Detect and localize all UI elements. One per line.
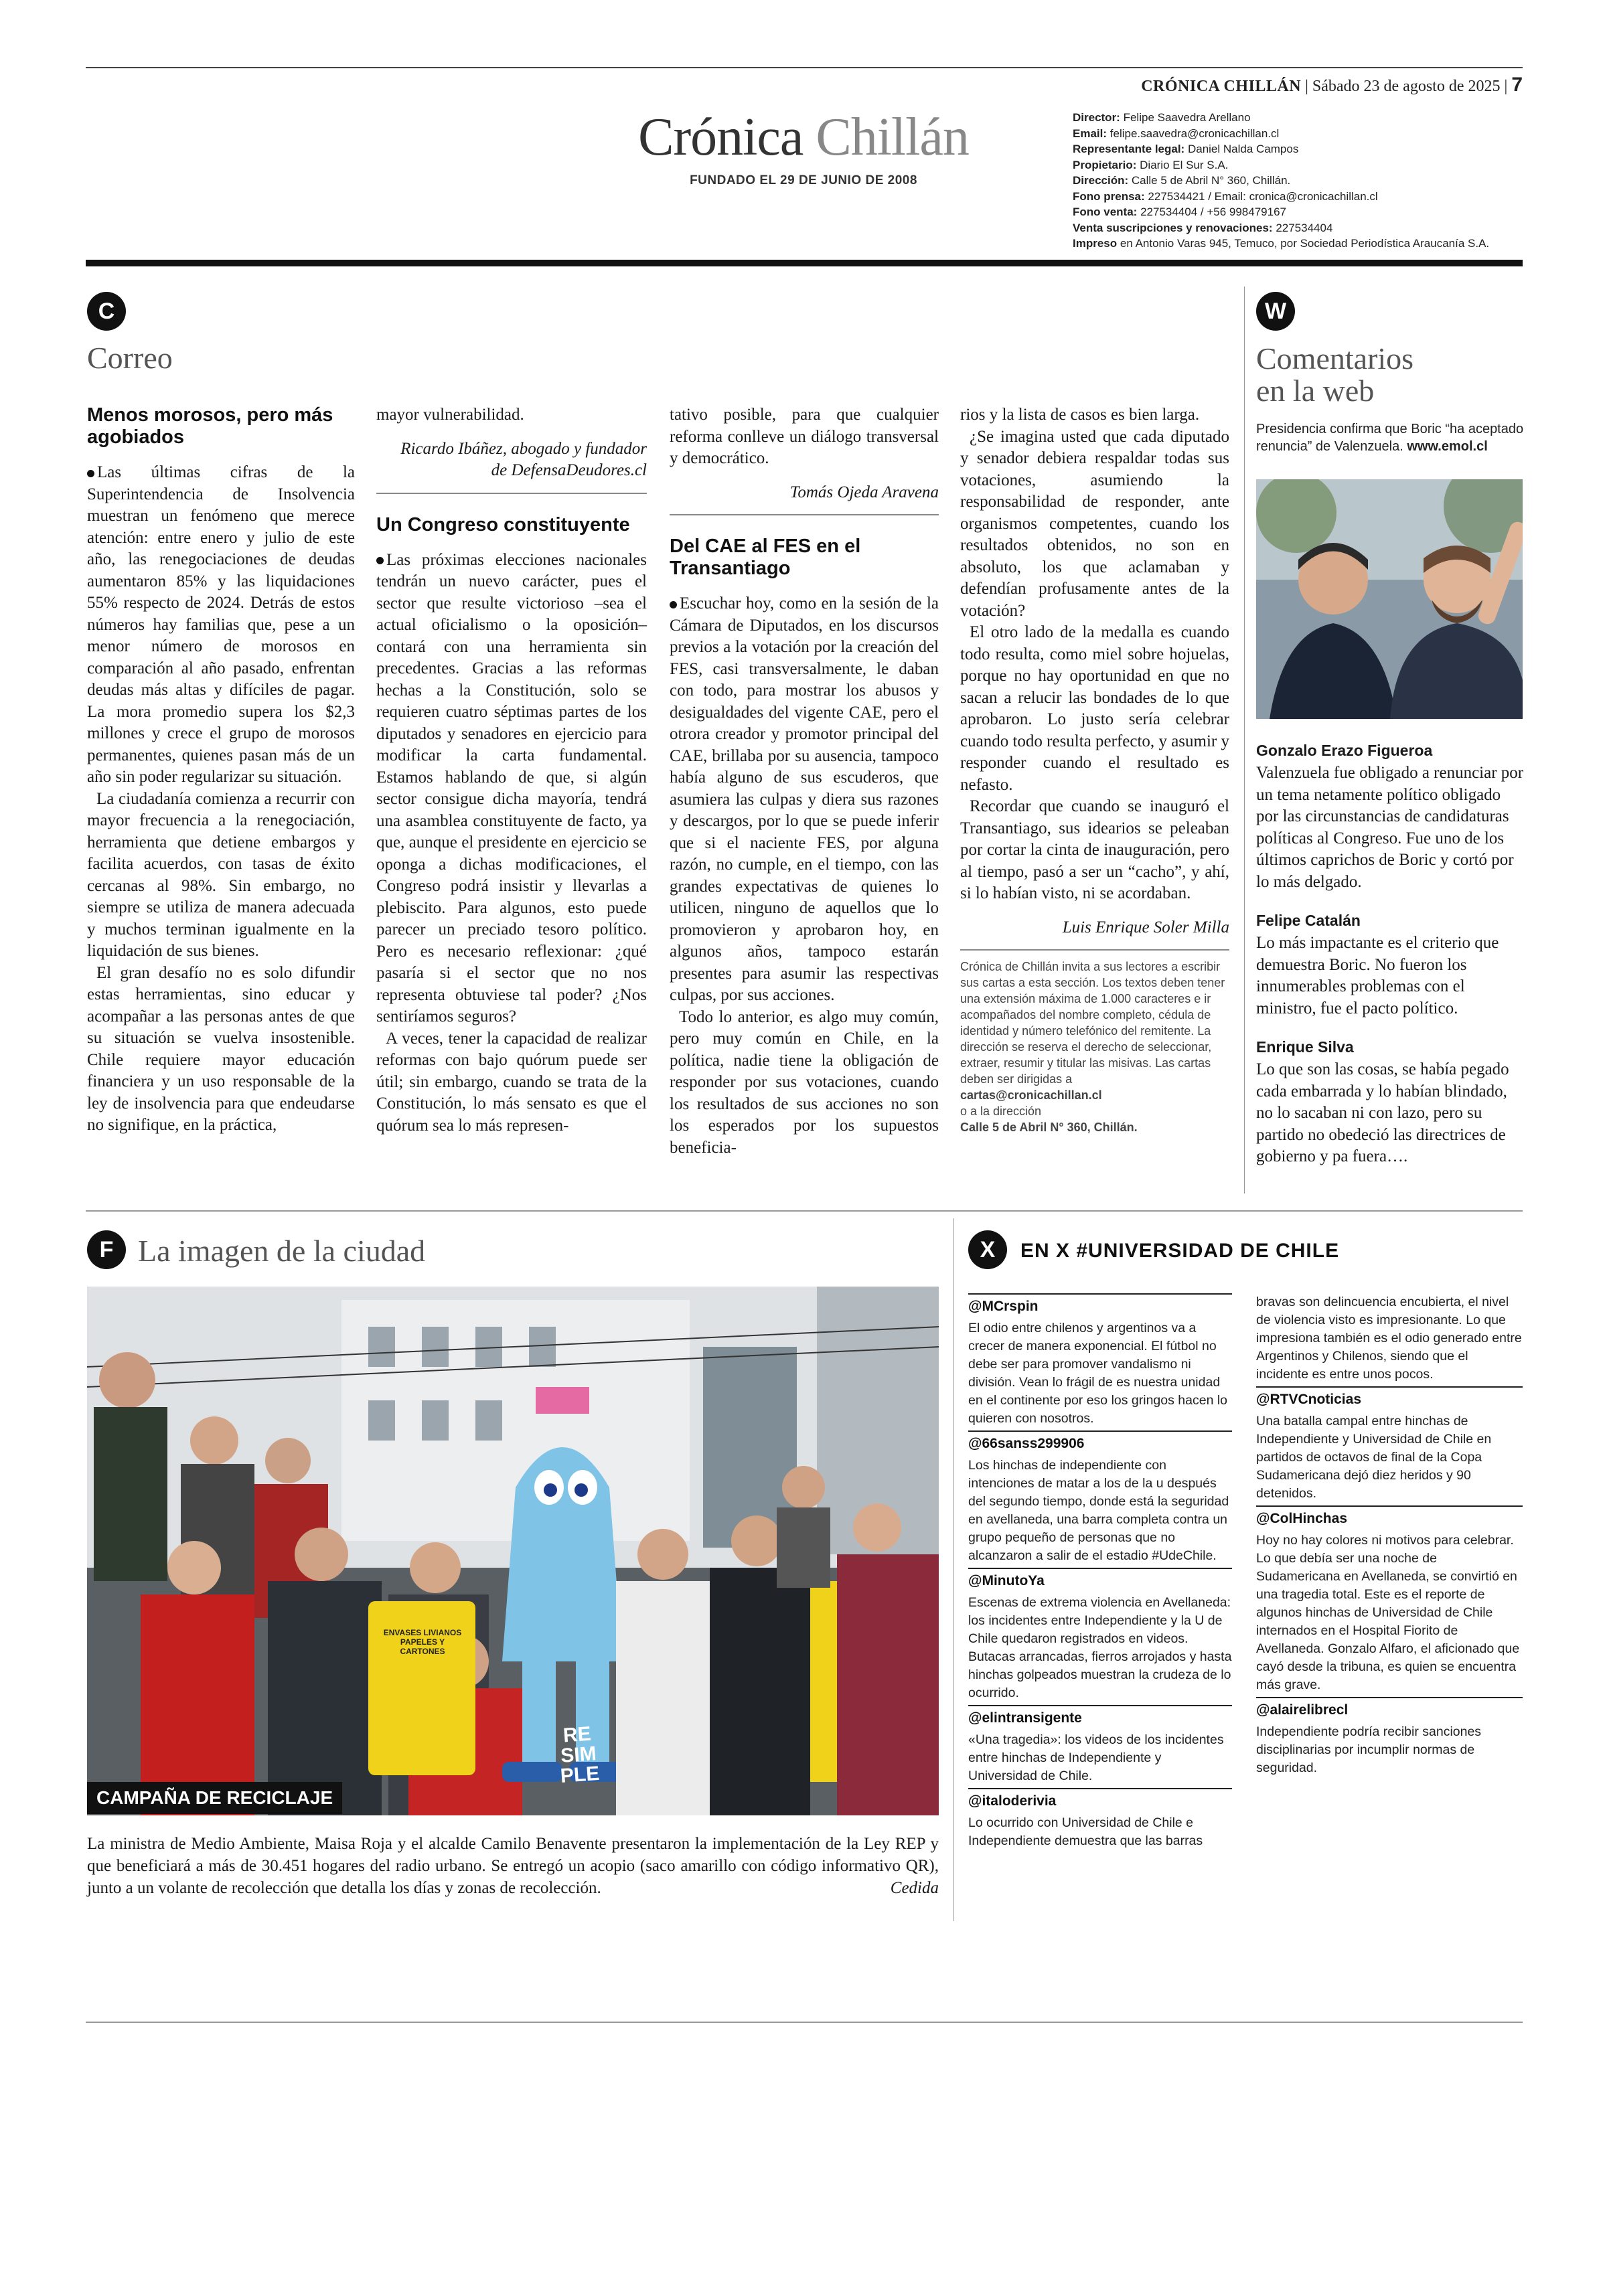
letter-column-4 <box>960 404 1229 1135</box>
letter-column-1 <box>87 404 355 1137</box>
x-handle[interactable]: @MCrspin <box>968 1293 1232 1315</box>
x-post-text: Escenas de extrema violencia en Avellaneda: los incidentes entre Independiente y la U de Chile quedaron registrados en videos. Butacas arrancadas, fierros arrojados y hasta hinchas golpeados muestran la crudeza de lo ocurrido. <box>968 1595 1232 1700</box>
letter-signature: Ricardo Ibáñez, abogado y fundador de DefensaDeudores.cl <box>400 439 647 479</box>
web-comments <box>1256 742 1524 1187</box>
x-post-text: Lo ocurrido con Universidad de Chile e Independiente demuestra que las barras <box>968 1815 1203 1848</box>
letter-paragraph: mayor vulnerabilidad. <box>376 406 524 424</box>
web-comment <box>1256 912 1524 1019</box>
bullet-icon <box>670 601 677 608</box>
web-lead: Presidencia confirma que Boric “ha aceptado renuncia” de Valenzuela. www.emol.cl <box>1256 422 1524 454</box>
letter-paragraph: Escuchar hoy, como en la sesión de la Cámara de Diputados, en los discursos previos a la votación por la creación del FES, casi transversalmente, le daban con todo, para mostrar los abusos y desigualdades del vigente CAE, pero el otrora creador y promotor principal del CAE, brillaba por su ausencia, tampoco había alguno de sus escuderos, que asumiera las culpas y diera sus razones y descargos, por lo que se puede inferir que si el naciente FES, por alguna razón, no cumple, en el tiempo, con las grandes expectativas de quienes lo utilicen, ninguno de aquellos que lo promovieron y aprobaron hoy, en algunos años, tampoco estarán presentes para asumir las respectivas culpas, por sus acciones. <box>670 594 939 1004</box>
staff-line: Representante legal: Daniel Nalda Campos <box>1073 143 1299 155</box>
x-column-2 <box>1256 1293 1523 1780</box>
staff-line: Director: Felipe Saavedra Arellano <box>1073 111 1251 124</box>
letter-headline: Menos morosos, pero más agobiados <box>87 404 333 448</box>
x-handle[interactable]: @italoderivia <box>968 1788 1232 1810</box>
letter-paragraph: La ciudadanía comienza a recurrir con mayor frecuencia a la renegociación, herramienta que detiene embargos y facilita acuerdos, con tasas de éxito cercanas al 98%. Sin embargo, no siempre se utiliza de manera adecuada y muchos terminan igualmente en la liquidación de sus bienes. <box>87 789 355 960</box>
x-handle[interactable]: @ColHinchas <box>1256 1505 1523 1528</box>
letter-signature: Luis Enrique Soler Milla <box>1062 918 1229 936</box>
bottom-rule <box>86 2022 1523 2023</box>
masthead-founded: FUNDADO EL 29 DE JUNIO DE 2008 <box>690 173 917 187</box>
staff-line: Propietario: Diario El Sur S.A. <box>1073 158 1229 171</box>
letter-column-3 <box>670 404 939 1159</box>
x-post-text: Los hinchas de independiente con intenciones de matar a los de la u después del segundo tiempo, donde está la seguridad en avellaneda, una barra completa contra un grupo pequeño de personas que no alcanzaron a salir de el estadio #UdeChile. <box>968 1458 1229 1563</box>
letters-address: Calle 5 de Abril N° 360, Chillán. <box>960 1121 1138 1134</box>
correo-title: Correo <box>87 341 173 375</box>
letters-email[interactable]: cartas@cronicachillan.cl <box>960 1088 1102 1102</box>
x-badge-icon: X <box>968 1230 1007 1269</box>
letter-paragraph: El otro lado de la medalla es cuando todo resulta, como miel sobre hojuelas, porque no hay oportunidad en que no sacan a relucir las bondades de lo que aprobaron. Lo justo sería celebrar cuando todo resulta perfecto, y asumir y responder cuando el resultado es nefasto. <box>960 623 1229 794</box>
letter-paragraph: El gran desafío no es solo difundir estas herramientas, sino educar y acompañar a las personas antes de que su situación se vuelva insostenible. Chile requiere mayor educación financiera y un uso responsable de la ley de insolvencia para que endeudarse no signifique, en la práctica, <box>87 963 355 1134</box>
comment-text: Lo que son las cosas, se había pegado cada embarrada y lo habían blindado, no lo sacaban ni con lazo, pero su partido no obedeció las directrices de gobierno y pa fuera…. <box>1256 1060 1509 1165</box>
x-post-text: Una batalla campal entre hinchas de Independiente y Universidad de Chile en partidos de octavos de final de la Copa Sudamericana dejó diez heridos y 90 detenidos. <box>1256 1414 1492 1501</box>
letter-paragraph: A veces, tener la capacidad de realizar reformas con bajo quórum puede ser útil; sin embargo, cuando se trata de la Constitución, lo más sensato es que el quórum sea lo más represen- <box>376 1029 647 1135</box>
comment-author: Felipe Catalán <box>1256 912 1361 929</box>
letter-paragraph: Las últimas cifras de la Superintendencia de Insolvencia muestran un fenómeno que merece atención: entre enero y julio de este año, las renegociaciones de deudas aumentaron 85% y las liquidaciones 55% respecto de 2024. Detrás de estos números hay familias que, pese a un menor número de morosos en comparación al año pasado, enfrentan deudas más altas y difíciles de pagar. La mora promedio supera los $2,3 millones y crece el grupo de morosos permanentes, quienes pasan más de un año sin poder regularizar su situación. <box>87 463 355 786</box>
imagen-title: La imagen de la ciudad <box>138 1234 426 1268</box>
letter-divider <box>376 493 647 494</box>
staff-line: Fono venta: 227534404 / +56 998479167 <box>1073 206 1286 218</box>
staff-line: Impreso en Antonio Varas 945, Temuco, por Sociedad Periodística Araucanía S.A. <box>1073 237 1490 250</box>
letter-headline: Del CAE al FES en el Transantiago <box>670 536 861 579</box>
staff-line: Dirección: Calle 5 de Abril N° 360, Chillán. <box>1073 174 1291 187</box>
bullet-icon <box>87 470 94 477</box>
letter-paragraph: ¿Se imagina usted que cada diputado y senador debiera respaldar todas sus votaciones, asumiendo la responsabilidad de responder, ante organismos competentes, cuando los resultados obtenidos, no son en absoluto, los que aclamaban y defendían profusamente antes de la votación? <box>960 427 1229 620</box>
web-badge-icon: W <box>1256 292 1295 331</box>
letter-signature: Tomás Ojeda Aravena <box>789 483 939 501</box>
letter-headline: Un Congreso constituyente <box>376 513 630 536</box>
photo-credit: Cedida <box>890 1879 939 1897</box>
letter-paragraph: rios y la lista de casos es bien larga. <box>960 406 1200 424</box>
web-photo <box>1256 479 1523 719</box>
comment-text: Valenzuela fue obligado a renunciar por un tema netamente político obligado por las circunstancias de candidaturas políticas al Congreso. Fue uno de los últimos caprichos de Boric y cortó por lo más delgado. <box>1256 764 1524 891</box>
staff-line: Email: felipe.saavedra@cronicachillan.cl <box>1073 127 1280 140</box>
masthead-logo: Crónica Chillán <box>638 108 969 167</box>
page-folio: CRÓNICA CHILLÁN | Sábado 23 de agosto de 2025 | 7 <box>1141 74 1523 96</box>
x-handle[interactable]: @elintransigente <box>968 1705 1232 1727</box>
staff-line: Venta suscripciones y renovaciones: 227534404 <box>1073 221 1333 234</box>
staff-box <box>1073 110 1528 252</box>
x-handle[interactable]: @66sanss299906 <box>968 1430 1232 1453</box>
staff-line: Fono prensa: 227534421 / Email: cronica@cronicachillan.cl <box>1073 189 1378 203</box>
top-rule <box>86 67 1523 68</box>
web-comment <box>1256 742 1524 893</box>
imagen-badge-icon: F <box>87 1230 126 1269</box>
letter-divider <box>960 949 1229 951</box>
x-handle[interactable]: @RTVCnoticias <box>1256 1386 1523 1408</box>
mascot-label: RE SIM PLE <box>559 1722 601 1787</box>
web-title: Comentarios en la web <box>1256 341 1414 408</box>
letter-paragraph: Todo lo anterior, es algo muy común, pero muy común en Chile, en la política, nadie tiene la obligación de responder por sus votaciones, cuando los resultados de sus acciones no son los esperados por los supuestos beneficia- <box>670 1007 939 1157</box>
x-column-1 <box>968 1293 1232 1853</box>
web-comment <box>1256 1038 1524 1168</box>
masthead <box>623 110 984 188</box>
x-post-text: Hoy no hay colores ni motivos para celebrar. Lo que debía ser una noche de Sudamericana en Avellaneda, se convirtió en una tragedia total. Este es el reporte de algunos hinchas de Universidad de Chile internados en el Hospital Fiorito de Avellaneda. Gonzalo Alfaro, el aficionado que cayó desde la tribuna, es quien se encuentra más grave. <box>1256 1533 1520 1692</box>
letter-paragraph: tativo posible, para que cualquier reforma conlleve un diálogo transversal y democrático. <box>670 406 939 467</box>
letter-paragraph: Las próximas elecciones nacionales tendrán un nuevo carácter, pues el sector que resulte victorioso –sea el actual oficialismo o la oposición– contará con una herramienta sin precedentes. Gracias a las reformas hechas a la Constitución, solo se requieren cuatro séptimas partes de los diputados y senadores en ejercicio para modificar la carta fundamental. Estamos hablando de que, si algún sector consigue dicha mayoría, tendrá una asamblea constituyente de facto, ya que, aunque el presidente en ejercicio se oponga a dichas modificaciones, el Congreso podrá insistir y llevarlas a plebiscito. Para algunos, esto puede parecer un preciado tesoro político. Pero es necesario reflexionar: ¿qué pasaría si el sector que no nos representa obtuviese tal poder? ¿Nos sentiríamos seguros? <box>376 550 647 1026</box>
bag-label: ENVASES LIVIANOS PAPELES Y CARTONES <box>383 1628 462 1656</box>
x-post-text: bravas son delincuencia encubierta, el nivel de violencia visto es impresionante. Lo que impresiona también es el odio generado entre Argentinos y Chilenos, siendo que el incidente es entre unos pocos. <box>1256 1295 1522 1382</box>
bullet-icon <box>376 557 384 564</box>
x-post-text: Independiente podría recibir sanciones disciplinarias por incumplir normas de seguridad. <box>1256 1724 1482 1775</box>
web-lead-source[interactable]: www.emol.cl <box>1407 439 1488 454</box>
header-band <box>86 260 1523 266</box>
x-handle[interactable]: @alairelibrecl <box>1256 1697 1523 1719</box>
x-post-text: «Una tragedia»: los videos de los incidentes entre hinchas de Independiente y Universidad de Chile. <box>968 1732 1224 1783</box>
city-photo <box>87 1287 939 1815</box>
photo-caption: La ministra de Medio Ambiente, Maisa Roja y el alcalde Camilo Benavente presentaron la implementación de la Ley REP y que beneficiará a más de 30.451 hogares del radio urbano. Se entregó un acopio (saco amarillo con código informativo QR), junto a un volante de recolección que detalla los días y zonas de recolección. Cedida <box>87 1833 939 1899</box>
column-divider <box>1244 286 1245 1194</box>
comment-author: Gonzalo Erazo Figueroa <box>1256 742 1433 759</box>
section-divider <box>86 1210 1523 1212</box>
x-title: EN X #UNIVERSIDAD DE CHILE <box>1020 1240 1340 1262</box>
column-divider <box>953 1218 954 1921</box>
letter-divider <box>670 514 939 515</box>
comment-author: Enrique Silva <box>1256 1038 1354 1056</box>
letter-column-2 <box>376 404 647 1137</box>
letters-policy-note: Crónica de Chillán invita a sus lectores a escribir sus cartas a esta sección. Los textos deben tener una extensión máxima de 1.000 caracteres e ir acompañados del nombre completo, cédula de identidad y número telefónico del remitente. La dirección se reserva el derecho de seleccionar, extraer, resumir y titular las misivas. Las cartas deben ser dirigidas a cartas@cronicachillan.cl o a la dirección Calle 5 de Abril N° 360, Chillán. <box>960 960 1225 1134</box>
x-handle[interactable]: @MinutoYa <box>968 1568 1232 1590</box>
x-post-text: El odio entre chilenos y argentinos va a crecer de manera exponencial. El fútbol no debe ser para promover vandalismo ni división. Vean lo frágil de es nuestra unidad en el continente por eso los gringos hacen lo quieren con nosotros. <box>968 1321 1228 1426</box>
comment-text: Lo más impactante es el criterio que demuestra Boric. No fueron los innumerables problemas con el ministro, fue el pacto político. <box>1256 934 1499 1017</box>
letter-paragraph: Recordar que cuando se inauguró el Transantiago, sus idearios se peleaban por cortar la cinta de inauguración, pero al tiempo, pasó a ser un “cacho”, y ahí, si lo habían visto, ni se acordaban. <box>960 797 1229 902</box>
correo-badge-icon: C <box>87 292 126 331</box>
photo-label: CAMPAÑA DE RECICLAJE <box>87 1782 342 1814</box>
